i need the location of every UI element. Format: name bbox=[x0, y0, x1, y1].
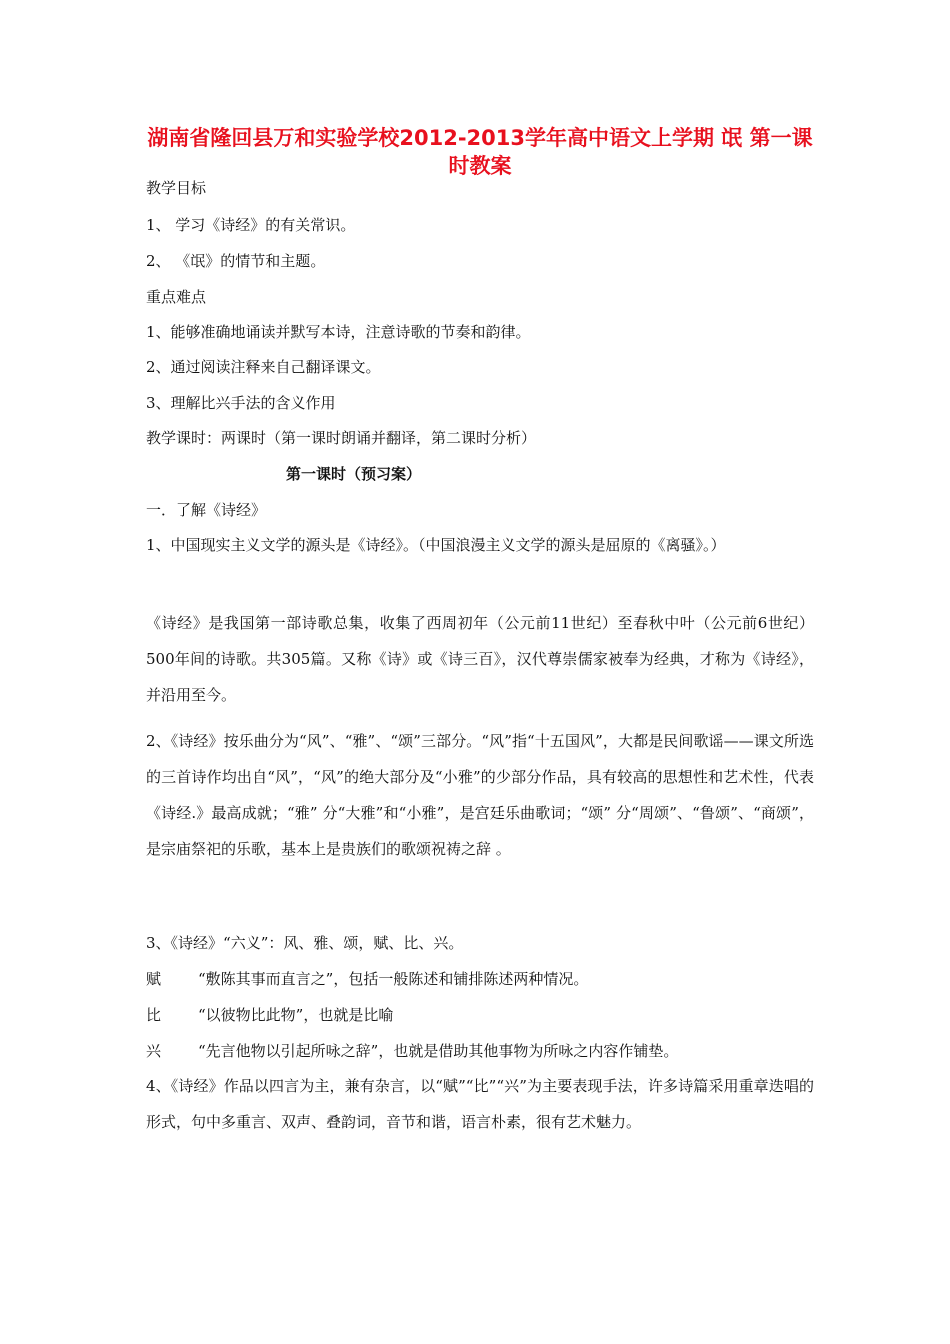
class-hours: 教学课时：两课时（第一课时朗诵并翻译，第二课时分析） bbox=[146, 429, 537, 447]
term-name: 赋 bbox=[146, 970, 162, 988]
term-description: “先言他物以引起所咏之辞”，也就是借助其他事物为所咏之内容作铺垫。 bbox=[198, 1042, 679, 1060]
document-title: 湖南省隆回县万和实验学校2012-2013学年高中语文上学期 氓 第一课时教案 bbox=[147, 126, 813, 178]
term-row bbox=[146, 1005, 826, 1025]
paragraph-style: 4、《诗经》作品以四言为主，兼有杂言，以“赋”“比”“兴”为主要表现手法，许多诗篇采用重章迭唱的形式，句中多重言、双声、叠韵词，音节和谐，语言朴素，很有艺术魅力。 bbox=[146, 1077, 814, 1131]
objectives-heading: 教学目标 bbox=[146, 179, 207, 197]
term-description: “敷陈其事而直言之”，包括一般陈述和铺排陈述两种情况。 bbox=[198, 970, 589, 988]
keypoints-heading: 重点难点 bbox=[146, 288, 207, 306]
paragraph-sections: 2、《诗经》按乐曲分为“风”、“雅”、“颂”三部分。“风”指“十五国风”，大都是民间歌谣——课文所选的三首诗作均出自“风”，“风”的绝大部分及“小雅”的少部分作品，具有较高的思想性和艺术性，代表《诗经.》最高成就；“雅” 分“大雅”和“小雅”，是宫廷乐曲歌词；“颂” 分“周颂”、“鲁颂”、“商颂”，是宗庙祭祀的乐歌，基本上是贵族们的歌颂祝祷之辞 。 bbox=[146, 732, 814, 858]
section-heading: 一．了解《诗经》 bbox=[146, 501, 267, 519]
objective-item: 1、 学习《诗经》的有关常识。 bbox=[146, 216, 356, 234]
six-meanings: 3、《诗经》“六义”：风、雅、颂，赋、比、兴。 bbox=[146, 934, 464, 952]
term-description: “以彼物比此物”，也就是比喻 bbox=[198, 1006, 394, 1024]
objective-item: 2、 《氓》的情节和主题。 bbox=[146, 252, 326, 270]
keypoint-item: 2、通过阅读注释来自己翻译课文。 bbox=[146, 358, 381, 376]
session-heading: 第一课时（预习案） bbox=[286, 465, 422, 483]
term-row bbox=[146, 1041, 826, 1061]
term-name: 比 bbox=[146, 1006, 162, 1024]
paragraph-source: 1、中国现实主义文学的源头是《诗经》。（中国浪漫主义文学的源头是屈原的《离骚》。） bbox=[146, 536, 726, 554]
term-name: 兴 bbox=[146, 1042, 162, 1060]
keypoint-item: 3、理解比兴手法的含义作用 bbox=[146, 394, 336, 412]
term-row bbox=[146, 969, 826, 989]
keypoint-item: 1、能够准确地诵读并默写本诗，注意诗歌的节奏和韵律。 bbox=[146, 323, 531, 341]
paragraph-overview: 《诗经》是我国第一部诗歌总集，收集了西周初年（公元前11世纪）至春秋中叶（公元前6世纪）500年间的诗歌。共305篇。又称《诗》或《诗三百》，汉代尊崇儒家被奉为经典，才称为《诗经》，并沿用至今。 bbox=[146, 614, 814, 704]
